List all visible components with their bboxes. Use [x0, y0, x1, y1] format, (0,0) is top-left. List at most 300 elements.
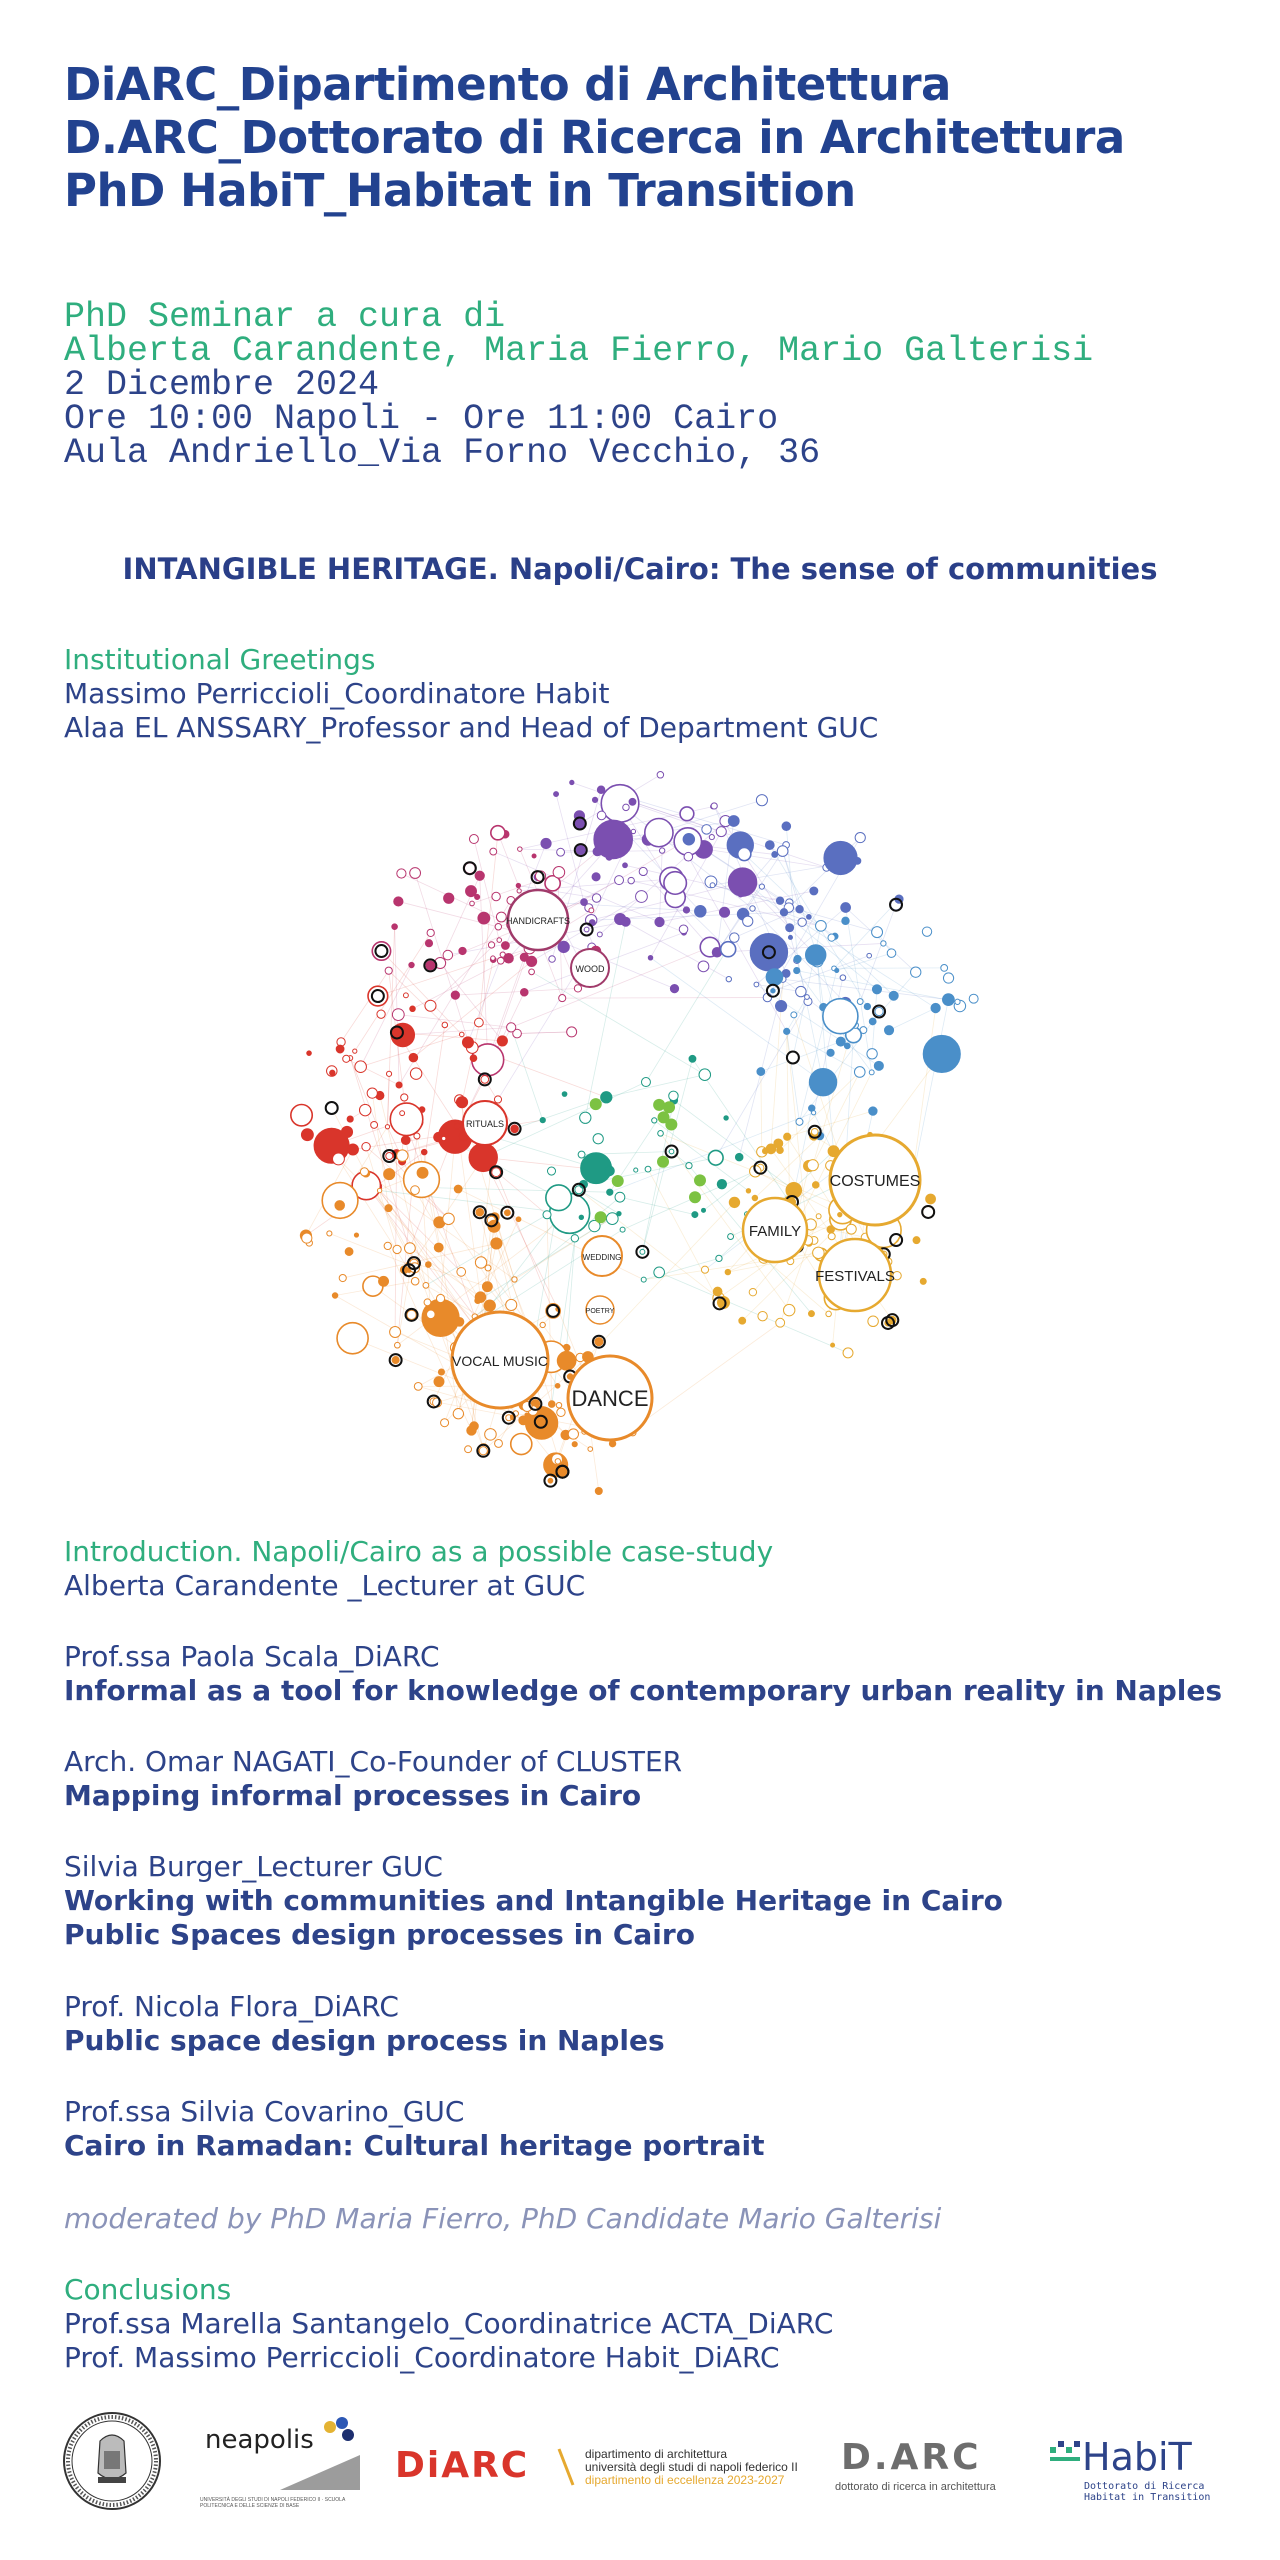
header-diarc: DiARC_Dipartimento di Architettura: [64, 58, 951, 111]
network-node: [794, 967, 800, 973]
network-node: [615, 1192, 625, 1202]
network-node: [417, 1167, 428, 1178]
network-node: [636, 891, 648, 903]
network-node: [414, 1382, 422, 1390]
network-node: [774, 1139, 783, 1148]
network-node: [377, 1010, 385, 1018]
network-node: [756, 795, 767, 806]
network-node: [592, 797, 597, 802]
network-node: [394, 897, 403, 906]
network-node: [798, 918, 806, 926]
network-node: [628, 877, 634, 883]
network-node-green: [653, 1099, 665, 1111]
network-node: [466, 886, 477, 897]
network-node: [924, 1036, 960, 1072]
network-node: [749, 1288, 756, 1295]
network-node: [404, 1162, 440, 1198]
hub-label-poetry: POETRY: [585, 1308, 615, 1315]
network-node: [721, 942, 736, 957]
network-node: [410, 1006, 416, 1012]
network-node: [648, 955, 652, 959]
network-node: [568, 1429, 578, 1439]
network-node: [574, 985, 581, 992]
network-node: [444, 893, 454, 903]
network-node: [864, 1003, 870, 1009]
network-node: [597, 932, 602, 937]
network-node: [750, 906, 755, 911]
network-node: [816, 920, 827, 931]
network-node: [360, 1168, 368, 1176]
talk-5: [64, 2095, 1244, 2163]
network-node: [559, 995, 566, 1002]
network-node: [518, 847, 523, 852]
network-node: [504, 953, 513, 962]
network-node: [434, 1377, 444, 1387]
network-node: [620, 1227, 625, 1232]
network-node: [386, 1071, 391, 1076]
neapolis-subtitle: UNIVERSITÀ DEGLI STUDI DI NAPOLI FEDERICO II · SCUOLA POLITECNICA E DELLE SCIENZE DI BASE: [200, 2497, 346, 2509]
network-node: [570, 780, 574, 784]
network-node: [874, 1061, 883, 1070]
network-node: [496, 912, 506, 922]
network-node: [302, 1233, 312, 1243]
logo-bar: [0, 2405, 1280, 2525]
network-node: [810, 1069, 837, 1096]
event-time: Ore 10:00 Napoli - Ore 11:00 Cairo: [64, 399, 779, 439]
network-node: [698, 961, 709, 972]
diarc-wordmark: DiARC: [395, 2445, 530, 2486]
network-node: [796, 1118, 803, 1125]
network-node: [708, 1150, 723, 1165]
network-node: [654, 1267, 665, 1278]
network-node: [337, 1323, 368, 1354]
network-node: [823, 999, 858, 1034]
network-node: [443, 950, 453, 960]
network-node: [395, 1342, 401, 1348]
conclusions-section: [64, 2273, 1244, 2375]
page-header: [64, 58, 1244, 217]
network-node: [657, 772, 664, 779]
network-node: [752, 1195, 757, 1200]
talk-4: [64, 1990, 1244, 2058]
network-node: [327, 1231, 332, 1236]
network-node: [511, 1434, 532, 1455]
network-node: [605, 1166, 615, 1176]
network-node: [553, 867, 565, 879]
network-node: [442, 1136, 446, 1140]
conclusions-speaker: Prof. Massimo Perriccioli_Coordinatore Habit_DiARC: [64, 2341, 780, 2374]
network-node: [424, 1299, 431, 1306]
network-node: [843, 1348, 853, 1358]
network-node: [548, 1401, 555, 1408]
intro-section: [64, 1535, 1244, 1603]
network-node: [385, 967, 392, 974]
talk-2: [64, 1745, 1244, 1813]
seminar-title: INTANGIBLE HERITAGE. Napoli/Cairo: The sense of communities: [122, 552, 1158, 586]
network-node: [497, 957, 504, 964]
network-node: [475, 894, 480, 899]
network-node: [783, 1304, 794, 1315]
network-node: [680, 807, 694, 821]
network-node: [807, 915, 812, 920]
hub-label-handicrafts: HANDICRAFTS: [505, 916, 571, 926]
network-node: [689, 1055, 696, 1062]
network-node: [426, 961, 435, 970]
greetings-section: [64, 643, 1244, 745]
network-node: [516, 883, 520, 887]
network-node: [786, 924, 794, 932]
network-node: [476, 1208, 484, 1216]
network-node: [844, 1043, 850, 1049]
network-node: [497, 1036, 507, 1046]
network-node: [345, 1248, 353, 1256]
network-node: [759, 884, 764, 889]
network-node: [355, 1061, 367, 1073]
network-node: [396, 1082, 402, 1088]
network-node: [629, 798, 636, 805]
network-node: [701, 1266, 708, 1273]
conclusions-speaker: Prof.ssa Marella Santangelo_Coordinatrice ACTA_DiARC: [64, 2307, 834, 2340]
network-node: [397, 1150, 408, 1161]
network-node: [623, 863, 628, 868]
network-node: [716, 1255, 722, 1261]
network-node: [567, 1027, 577, 1037]
network-node: [719, 907, 729, 917]
network-node: [683, 907, 689, 913]
network-node: [869, 1070, 874, 1075]
neapolis-dots-icon: [318, 2415, 358, 2445]
hub-label-family: FAMILY: [748, 1223, 802, 1240]
network-node: [588, 1447, 593, 1452]
header-darc: D.ARC_Dottorato di Ricerca in Architettura: [64, 111, 1125, 164]
network-node: [353, 1049, 357, 1053]
network-node: [465, 1446, 472, 1453]
network-node: [571, 1235, 578, 1242]
talk-speaker: Arch. Omar NAGATI_Co-Founder of CLUSTER: [64, 1745, 683, 1778]
talk-title: Public space design process in Naples: [64, 2024, 665, 2057]
habit-wordmark: HabiT: [1082, 2435, 1192, 2479]
network-node: [766, 969, 782, 985]
network-node: [385, 1125, 389, 1129]
network-node: [403, 993, 408, 998]
network-node: [794, 955, 801, 962]
network-node: [664, 872, 687, 895]
network-node: [739, 1317, 746, 1324]
network-node: [658, 1131, 664, 1137]
network-node: [438, 1369, 444, 1375]
network-node: [855, 832, 865, 842]
network-node: [655, 917, 664, 926]
network-node: [425, 940, 432, 947]
network-node: [474, 1018, 483, 1027]
network-node: [410, 1068, 421, 1079]
network-node: [330, 1070, 335, 1075]
network-node: [481, 1076, 489, 1084]
network-node: [333, 1153, 345, 1165]
event-date: 2 Dicembre 2024: [64, 365, 380, 405]
network-node: [669, 1149, 674, 1154]
network-node: [390, 1327, 401, 1338]
network-node: [784, 1028, 790, 1034]
network-node: [470, 901, 475, 906]
diarc-logo: [395, 2445, 815, 2495]
network-node: [455, 1317, 464, 1326]
network-node: [854, 1067, 865, 1078]
network-node: [411, 1186, 420, 1195]
network-node-green: [665, 1119, 677, 1131]
network-node: [529, 969, 535, 975]
network-node: [547, 1167, 555, 1175]
network-node: [684, 852, 693, 861]
moderators: [64, 2202, 1244, 2236]
network-node: [580, 1112, 591, 1123]
network-node: [451, 991, 459, 999]
network-node: [557, 1408, 565, 1416]
network-node: [507, 1023, 516, 1032]
network-node: [597, 786, 605, 794]
network-node: [426, 1262, 432, 1268]
neapolis-ramp-icon: [280, 2455, 360, 2490]
network-node: [955, 999, 960, 1004]
network-node: [427, 929, 434, 936]
network-node: [776, 1318, 785, 1327]
network-node: [595, 1487, 602, 1494]
moderated-by: moderated by PhD Maria Fierro, PhD Candidate Mario Galterisi: [64, 2202, 942, 2235]
network-node: [867, 1049, 877, 1059]
talk-title: Public Spaces design processes in Cairo: [64, 1918, 695, 1951]
network-node: [683, 834, 694, 845]
network-node: [729, 868, 757, 896]
network-node: [645, 1166, 651, 1172]
seminar-info: [64, 297, 1244, 473]
network-node: [686, 1162, 692, 1168]
talk-title: Working with communities and Intangible Heritage in Cairo: [64, 1884, 1003, 1917]
network-node: [807, 1160, 818, 1171]
network-node: [765, 841, 774, 850]
network-node: [543, 1211, 551, 1219]
habit-logo: [1050, 2435, 1250, 2505]
network-node: [750, 934, 787, 971]
network-node: [716, 827, 726, 837]
network-node: [484, 1300, 495, 1311]
greetings-speaker: Alaa EL ANSSARY_Professor and Head of Department GUC: [64, 711, 879, 744]
conclusions-heading: Conclusions: [64, 2273, 232, 2306]
network-node: [589, 908, 594, 913]
network-node: [555, 1459, 560, 1464]
talk-speaker: Prof.ssa Paola Scala_DiARC: [64, 1640, 440, 1673]
network-node: [392, 924, 398, 930]
network-node: [511, 1125, 519, 1133]
network-node: [385, 1205, 392, 1212]
network-node: [491, 826, 505, 840]
network-node: [889, 991, 898, 1000]
network-node: [558, 941, 569, 952]
talk-title: Informal as a tool for knowledge of contemporary urban reality in Naples: [64, 1674, 1223, 1707]
network-node: [434, 1243, 443, 1252]
network-node: [512, 1277, 517, 1282]
network-node: [367, 1088, 377, 1098]
network-node: [540, 1117, 545, 1122]
network-node: [579, 1215, 583, 1219]
network-node: [702, 825, 711, 834]
network-node: [506, 1299, 517, 1310]
network-node: [456, 1097, 467, 1108]
network-node: [827, 1049, 834, 1056]
talk-speaker: Silvia Burger_Lecturer GUC: [64, 1850, 443, 1883]
network-node: [796, 906, 803, 913]
network-node: [710, 883, 715, 888]
network-node: [584, 927, 589, 932]
talk-1: [64, 1640, 1244, 1708]
network-node: [485, 1265, 491, 1271]
network-node: [485, 1429, 497, 1441]
network-node: [442, 1022, 448, 1028]
network-node: [913, 1237, 920, 1244]
network-node: [572, 1442, 577, 1447]
diarc-line-3: dipartimento di eccellenza 2023-2027: [585, 2473, 785, 2487]
network-node: [836, 1037, 845, 1046]
network-node: [670, 984, 678, 992]
network-node: [517, 889, 521, 893]
network-node: [640, 1249, 645, 1254]
network-node: [575, 819, 585, 829]
network-node: [601, 1092, 612, 1103]
network-node: [788, 935, 792, 939]
neapolis-wordmark: neapolis: [205, 2425, 314, 2455]
network-node: [488, 942, 494, 948]
network-node: [911, 967, 921, 977]
network-node: [557, 848, 565, 856]
network-node: [436, 1294, 444, 1302]
network-node: [735, 1153, 743, 1161]
network-node: [492, 892, 500, 900]
network-node: [869, 1018, 876, 1025]
network-node: [777, 846, 788, 857]
network-node: [479, 1447, 487, 1455]
network-node: [556, 1402, 561, 1407]
network-node: [494, 1096, 501, 1103]
network-node: [711, 803, 717, 809]
network-node: [699, 1069, 711, 1081]
network-node: [362, 1142, 370, 1150]
network-node: [470, 1055, 477, 1062]
network-node: [887, 949, 896, 958]
network-node: [527, 956, 537, 966]
network-node: [470, 1422, 479, 1431]
network-node: [784, 1133, 791, 1140]
network-node: [409, 962, 414, 967]
talk-title: Mapping informal processes in Cairo: [64, 1779, 642, 1812]
network-node: [816, 1214, 821, 1219]
network-node: [549, 956, 556, 963]
network-node: [623, 804, 629, 810]
network-node: [828, 934, 835, 941]
network-node: [520, 988, 528, 996]
hub-label-rituals: RITUALS: [465, 1119, 505, 1129]
habit-pixel-icon: [1050, 2441, 1082, 2471]
hub-label-costumes: COSTUMES: [829, 1173, 921, 1190]
network-node: [782, 822, 791, 831]
network-node: [840, 975, 846, 981]
network-node: [377, 1188, 381, 1192]
network-node: [717, 1180, 726, 1189]
network-node: [775, 1000, 786, 1011]
network-node: [607, 1189, 613, 1195]
network-node: [548, 1478, 553, 1483]
network-node-green: [657, 1156, 669, 1168]
network-node: [634, 1168, 638, 1172]
network-node: [504, 1210, 510, 1216]
network-node: [291, 1105, 312, 1126]
network-node: [728, 816, 739, 827]
network-node-green: [612, 1175, 624, 1187]
diarc-slash-icon: [553, 2447, 579, 2487]
network-node: [872, 985, 881, 994]
network-node: [812, 1182, 819, 1189]
network-node: [409, 1053, 418, 1062]
network-node: [812, 1111, 816, 1115]
network-node: [669, 1091, 678, 1100]
network-node: [920, 1278, 926, 1284]
darc-subtitle: dottorato di ricerca in architettura: [835, 2481, 996, 2493]
network-node: [854, 857, 861, 864]
network-node: [592, 873, 600, 881]
network-node: [725, 1269, 730, 1274]
network-node: [641, 1078, 650, 1087]
network-node: [347, 1116, 353, 1122]
network-node: [454, 1123, 460, 1129]
network-node: [595, 1338, 603, 1346]
neapolis-logo: [200, 2415, 360, 2515]
darc-logo: [835, 2437, 1025, 2497]
network-node: [558, 1352, 576, 1370]
network-node: [410, 868, 421, 879]
network-node: [835, 968, 839, 972]
network-node: [810, 887, 818, 895]
network-node: [392, 1357, 399, 1364]
network-node: [562, 1092, 567, 1097]
network-node: [943, 973, 953, 983]
network-node: [639, 867, 647, 875]
network-node: [453, 1409, 463, 1419]
network-node: [813, 1247, 825, 1259]
network-node: [597, 811, 606, 820]
network-node: [941, 964, 948, 971]
network-node: [384, 1242, 391, 1249]
event-venue: Aula Andriello_Via Forno Vecchio, 36: [64, 433, 821, 473]
network-node-green: [590, 1098, 602, 1110]
network-node: [495, 1440, 503, 1448]
network-node: [824, 842, 857, 875]
network-node: [532, 854, 536, 858]
greetings-heading: Institutional Greetings: [64, 643, 376, 676]
network-node: [336, 1045, 344, 1053]
network-node: [390, 1103, 423, 1136]
network-node: [469, 835, 478, 844]
network-node-green: [694, 1174, 706, 1186]
network-node: [606, 1213, 618, 1225]
network-node: [405, 1243, 416, 1254]
network-node: [475, 871, 484, 880]
talk-title: Cairo in Ramadan: Cultural heritage portrait: [64, 2129, 765, 2162]
hub-label-wedding: WEDDING: [582, 1253, 622, 1262]
network-node: [339, 1274, 346, 1281]
network-node: [771, 989, 775, 993]
network-node: [846, 1224, 856, 1234]
intro-speaker: Alberta Carandente _Lecturer at GUC: [64, 1569, 586, 1602]
network-node: [541, 838, 551, 848]
network-node: [460, 1032, 465, 1037]
